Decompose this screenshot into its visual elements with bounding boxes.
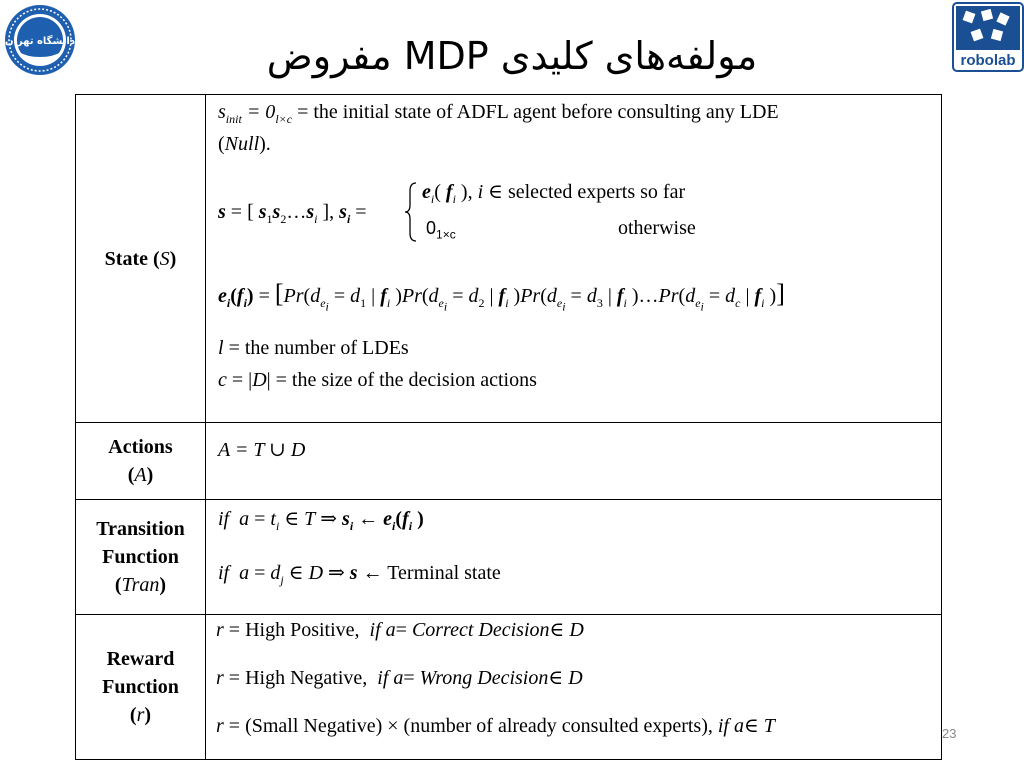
table-row-reward [76,615,942,760]
table-row-state [76,95,942,423]
state-null-line: (Null). [218,133,271,155]
actions-label-cell: Actions (A) [76,423,206,500]
actions-definition-cell [206,423,942,500]
l-definition-line: l = the number of LDEs [218,337,409,359]
state-symbol: S [159,247,170,270]
state-label-cell: State (S) [76,95,206,423]
mdp-components-table [75,94,942,760]
expert-output-formula: $e_i(f_i) = [Pr(d_{e_i} = d_1$ | $f_i$ )$Pr(d_{e_i} = d_2$ | $f_i$ )$Pr(d_{e_i} = d_3$ | $f_i$ )$\dots Pr(d_{e_i} = d_c$ | $f_i$ )] [218,279,785,314]
case1-text: selected experts so far [507,181,686,203]
terminal-state-text: Terminal state [387,562,501,584]
transition-label-2: Function [102,546,179,568]
transition-formula-1: if $a = t_i$ ∈ T ⇒ $s_i$ ← $e_i(f_i$ ) [218,508,424,533]
actions-symbol: A [134,464,147,486]
case2-text: otherwise [618,217,696,239]
reward-line-2: r = High Negative, if a= Wrong Decision∈ D [216,667,583,689]
reward-line-2-prefix: = High Negative, [228,667,368,689]
case2-sub: 1×c [436,227,456,242]
state-init-text: = the initial state of ADFL agent before consulting any LDE [297,101,779,123]
cases-brace-icon [404,181,418,243]
reward-symbol: r [136,704,145,726]
table-row-transition [76,500,942,615]
c-definition-text: = the size of the decision actions [275,369,537,391]
reward-line-1: r = High Positive, if a= Correct Decision∈ D [216,619,584,641]
transition-formula-2: if $a = d_j$ ∈ D ⇒ s ← Terminal state [218,562,501,587]
state-label: State [104,247,148,270]
l-definition-text: = the number of LDEs [228,337,409,359]
transition-definition-cell [206,500,942,615]
transition-label-1: Transition [96,518,185,540]
reward-line-1-cond: Correct Decision [411,619,550,641]
page-number: 23 [942,726,957,741]
state-init-line: $s_{init} = 0_{l\times c}$ = the initial state of ADFL agent before consulting any LDE [218,101,779,126]
actions-formula: A = T ∪ D [218,439,306,461]
c-definition-line: c = |D| = the size of the decision actions [218,369,537,391]
reward-label-cell: Reward Function (r) [76,615,206,760]
university-logo-text: دانشگاه تهران [5,36,75,47]
reward-label-1: Reward [106,648,175,670]
reward-label-2: Function [102,676,179,698]
null-word: Null [224,133,260,155]
actions-label: Actions [108,436,173,458]
transition-symbol: Tran [121,574,160,596]
reward-line-3: r = (Small Negative) × (number of already consulted experts), if a∈ T [216,715,775,737]
case2-zero: 0 [426,218,437,238]
reward-definition-cell [206,615,942,760]
transition-label-cell: Transition Function (Tran) [76,500,206,615]
reward-line-2-cond: Wrong Decision [419,667,549,689]
reward-line-3-prefix: = (Small Negative) × (number of already consulted experts), [228,715,713,737]
table-row-actions [76,423,942,500]
state-definition-cell: $s_{init} = 0_{l\times c}$ = the initial state of ADFL agent before consulting any LDE (Null). s = [ $s_1s_2\dots s_i$ ], $s_i$ = $e_i$( $f_i$ ), i ∈ selected experts so far $0_{1\times c}$ otherwise $e_i(f_i) = [Pr(d_{e_i} = d_1$ | $f_i$ )$Pr(d_{e_i} = d_2$ | $f_i$ )$Pr(d_{e_i} = d_3$ | $f_i$ )$\dots Pr(d_{e_i} = d_c$ | $f_i$ )] l = the number of LDEs c = |D| = the size of the decision actions [206,95,942,423]
slide-title: مولفه‌های کلیدی MDP مفروض [266,34,758,78]
robolab-logo [952,2,1024,72]
reward-line-1-prefix: = High Positive, [228,619,360,641]
robolab-logo-text: robolab [960,52,1016,69]
